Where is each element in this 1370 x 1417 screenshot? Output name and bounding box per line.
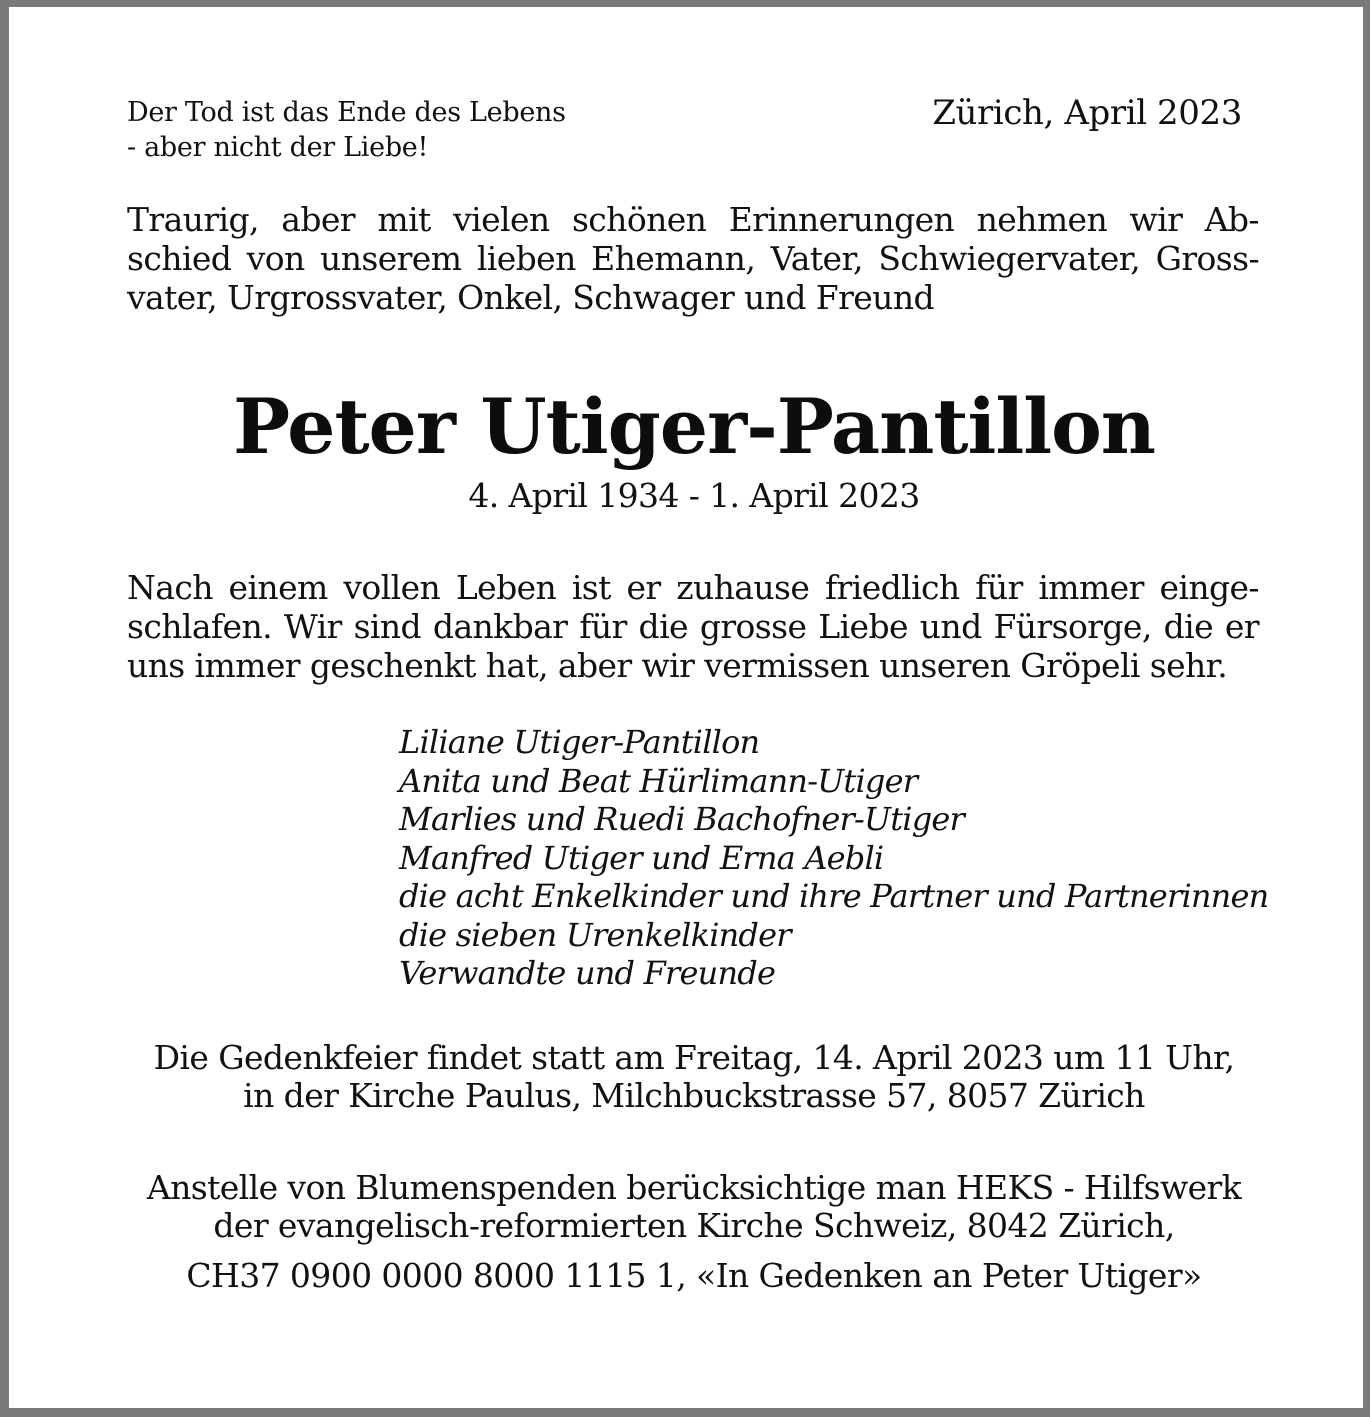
donation-iban: CH37 0900 0000 8000 1115 1, «In Gedenken an Peter Utiger»: [186, 1256, 1202, 1295]
donation-line-2: der evangelisch-reformierten Kirche Schweiz, 8042 Zürich,: [213, 1206, 1175, 1245]
donation-line-1: Anstelle von Blumenspenden berücksichtige man HEKS - Hilfswerk: [146, 1168, 1242, 1207]
deceased-name: Peter Utiger-Pantillon: [232, 382, 1156, 471]
mourner-entry: die acht Enkelkinder und ihre Partner und Partnerinnen: [399, 877, 1269, 915]
mourner-entry: Liliane Utiger-Pantillon: [399, 723, 760, 761]
mourner-entry: Marlies und Ruedi Bachofner-Utiger: [399, 800, 965, 838]
intro-line: Traurig, aber mit vielen schönen Erinnerungen nehmen wir Ab-: [127, 200, 1259, 239]
life-dates: 4. April 1934 - 1. April 2023: [468, 476, 920, 515]
ceremony-line-1: Die Gedenkfeier findet statt am Freitag, 14. April 2023 um 11 Uhr,: [153, 1038, 1235, 1077]
intro-text: [127, 200, 1259, 317]
place-date: Zürich, April 2023: [932, 93, 1242, 133]
donation-info: [9, 1169, 1370, 1295]
intro-line: vater, Urgrossvater, Onkel, Schwager und Freund: [127, 278, 935, 317]
mourner-entry: die sieben Urenkelkinder: [399, 915, 791, 954]
motto-line-2: - aber nicht der Liebe!: [127, 132, 429, 163]
message-text: [127, 568, 1259, 685]
message-line: uns immer geschenkt hat, aber wir vermissen unseren Gröpeli sehr.: [127, 646, 1228, 685]
mourner-entry: Anita und Beat Hürlimann-Utiger: [399, 761, 918, 800]
ceremony-info: [9, 1039, 1370, 1115]
mourners-list: [399, 723, 1268, 993]
mourner-entry: Verwandte und Freunde: [399, 954, 776, 992]
motto: [127, 95, 566, 165]
motto-line-1: Der Tod ist das Ende des Lebens: [127, 97, 566, 128]
message-line: Nach einem vollen Leben ist er zuhause friedlich für immer einge-: [127, 568, 1259, 607]
message-line: schlafen. Wir sind dankbar für die grosse Liebe und Fürsorge, die er: [127, 607, 1259, 646]
intro-line: schied von unserem lieben Ehemann, Vater, Schwiegervater, Gross-: [127, 239, 1259, 278]
ceremony-line-2: in der Kirche Paulus, Milchbuckstrasse 57, 8057 Zürich: [243, 1076, 1145, 1115]
mourner-entry: Manfred Utiger und Erna Aebli: [399, 838, 884, 877]
